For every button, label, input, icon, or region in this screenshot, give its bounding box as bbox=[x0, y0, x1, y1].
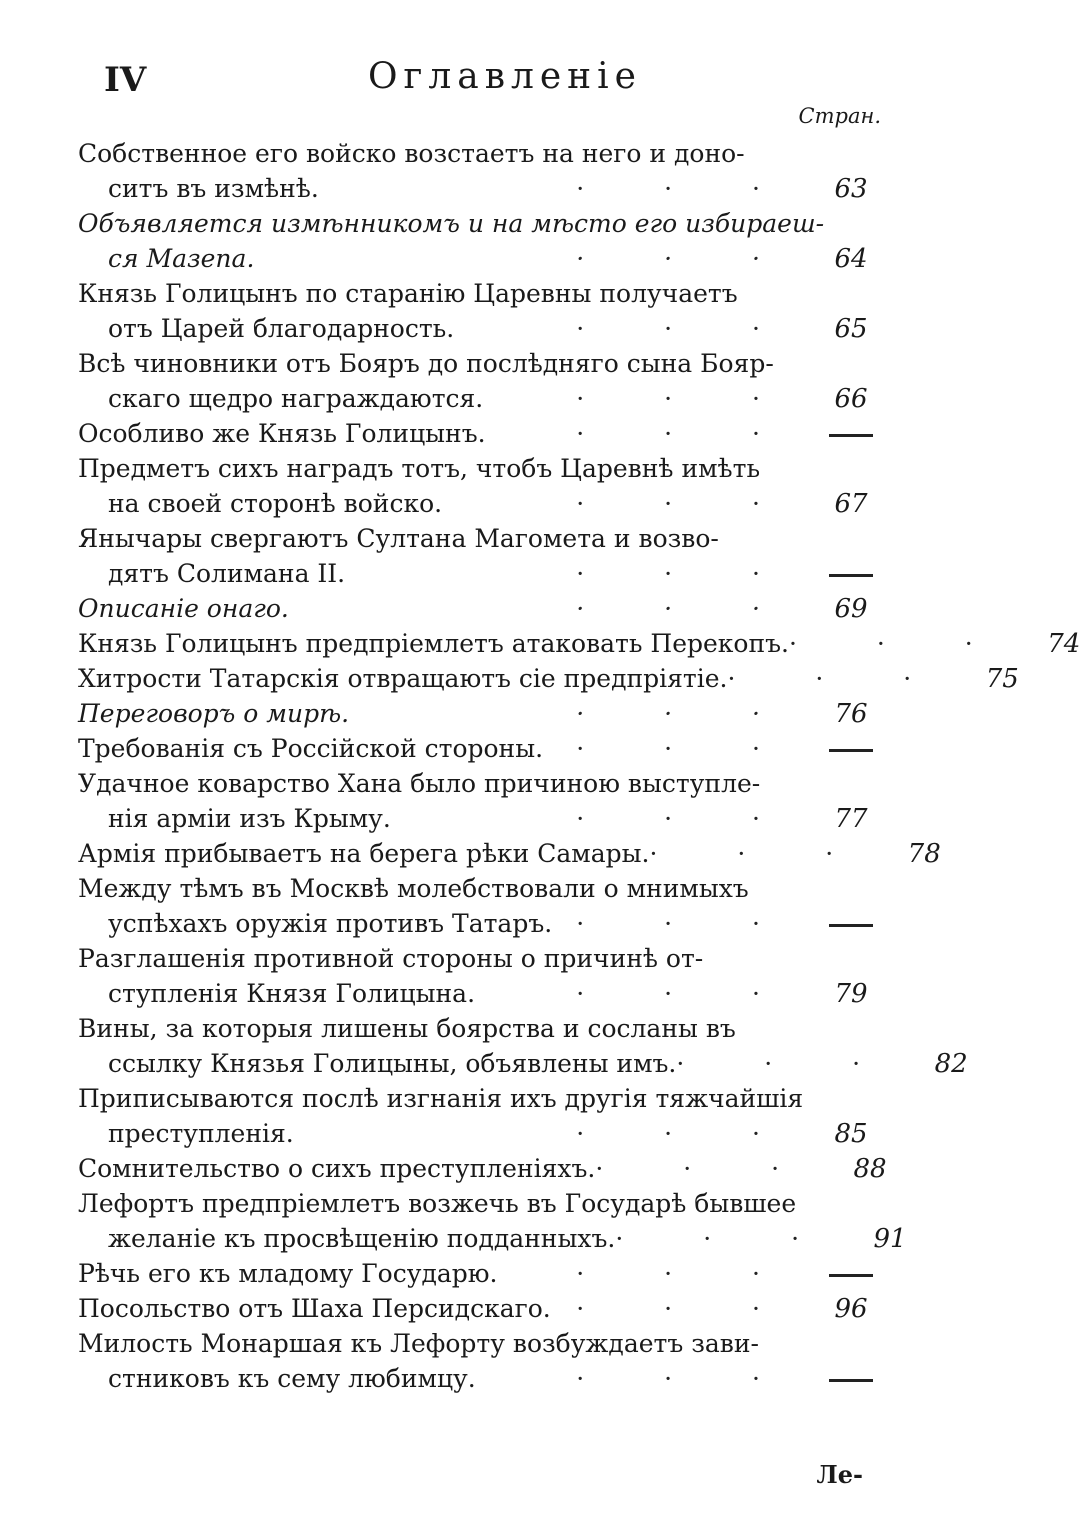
toc-entry-line bbox=[78, 521, 878, 556]
toc-entry-line bbox=[78, 451, 878, 486]
toc-entry bbox=[78, 1081, 878, 1151]
toc-entry-line bbox=[78, 416, 878, 451]
toc-entry-line bbox=[78, 276, 878, 311]
toc-page-number bbox=[824, 1362, 878, 1397]
page-column-label: Стран. bbox=[798, 104, 881, 128]
toc-entry-line bbox=[78, 1046, 968, 1081]
toc-page-number: 85 bbox=[834, 1119, 868, 1149]
toc-entry-line bbox=[78, 696, 878, 731]
toc-entry-line bbox=[78, 871, 878, 906]
dot-leader: · · · bbox=[576, 804, 796, 833]
toc-entry-text: Посольство отъ Шаха Персидскаго. bbox=[78, 1294, 551, 1323]
toc-page-number: 96 bbox=[834, 1294, 868, 1324]
toc-entry-text: преступленія. bbox=[108, 1119, 294, 1148]
toc-entry-text: Лефортъ предпріемлетъ возжечь въ Государѣ бывшее bbox=[78, 1189, 797, 1218]
toc-entry bbox=[78, 206, 878, 276]
toc-entry-line bbox=[78, 381, 878, 416]
table-of-contents bbox=[78, 136, 1081, 1396]
toc-entry bbox=[78, 416, 878, 451]
toc-entry bbox=[78, 1326, 878, 1396]
toc-entry-line bbox=[78, 346, 878, 381]
ditto-dash bbox=[829, 1379, 873, 1382]
toc-entry bbox=[78, 626, 1081, 661]
toc-page-number: 82 bbox=[934, 1049, 968, 1079]
toc-entry-text: Вины, за которыя лишены боярства и сосланы въ bbox=[78, 1014, 736, 1043]
toc-page-number: 88 bbox=[853, 1154, 887, 1184]
ditto-dash bbox=[829, 434, 873, 437]
dot-leader: · · · bbox=[576, 1259, 796, 1288]
toc-entry bbox=[78, 766, 878, 836]
dot-leader: · · · bbox=[576, 314, 796, 343]
dot-leader: · · · bbox=[576, 489, 796, 518]
toc-entry bbox=[78, 346, 878, 416]
toc-entry bbox=[78, 731, 878, 766]
toc-entry bbox=[78, 521, 878, 591]
toc-entry-text: отъ Царей благодарность. bbox=[108, 314, 455, 343]
toc-entry-text: Удачное коварство Хана было причиною выступле- bbox=[78, 769, 761, 798]
toc-entry-line bbox=[78, 731, 878, 766]
dot-leader: · · · bbox=[576, 419, 796, 448]
toc-page-number: 76 bbox=[834, 699, 868, 729]
toc-entry-text: на своей сторонѣ войско. bbox=[108, 489, 443, 518]
toc-entry-text: Князь Голицынъ по старанію Царевны получаетъ bbox=[78, 279, 738, 308]
toc-entry-line bbox=[78, 171, 878, 206]
dot-leader: · · · bbox=[576, 734, 796, 763]
toc-entry-text: успѣхахъ оружія противъ Татаръ. bbox=[108, 909, 553, 938]
ditto-dash bbox=[829, 574, 873, 577]
toc-entry bbox=[78, 1186, 907, 1256]
dot-leader: · · · bbox=[789, 629, 1009, 658]
toc-entry-text: Требованія съ Россійской стороны. bbox=[78, 734, 544, 763]
toc-entry-line bbox=[78, 311, 878, 346]
dot-leader: · · · bbox=[676, 1049, 897, 1078]
toc-entry-line bbox=[78, 1186, 878, 1221]
toc-entry-text: ступленія Князя Голицына. bbox=[108, 979, 476, 1008]
toc-page-number bbox=[824, 1257, 878, 1292]
toc-entry bbox=[78, 1151, 887, 1186]
dot-leader: · · · bbox=[576, 594, 796, 623]
toc-entry bbox=[78, 871, 878, 941]
toc-entry-line bbox=[78, 1291, 878, 1326]
toc-page-number: 64 bbox=[834, 244, 868, 274]
toc-entry-line bbox=[78, 941, 878, 976]
toc-entry-text: Описаніе онаго. bbox=[78, 594, 289, 623]
toc-entry-line bbox=[78, 836, 941, 871]
toc-entry-line bbox=[78, 976, 878, 1011]
toc-entry-line bbox=[78, 486, 878, 521]
toc-entry-text: Особливо же Князь Голицынъ. bbox=[78, 419, 486, 448]
toc-entry-text: желаніе къ просвѣщенію подданныхъ. bbox=[108, 1224, 616, 1253]
toc-entry-line bbox=[78, 801, 878, 836]
ditto-dash bbox=[829, 749, 873, 752]
dot-leader: · · · bbox=[576, 1364, 796, 1393]
dot-leader: · · · bbox=[576, 699, 796, 728]
toc-page-number: 67 bbox=[834, 489, 868, 519]
toc-entry-text: нія арміи изъ Крыму. bbox=[108, 804, 391, 833]
toc-entry-text: дятъ Солимана II. bbox=[108, 559, 346, 588]
dot-leader: · · · bbox=[576, 1294, 796, 1323]
dot-leader: · · · bbox=[576, 1119, 796, 1148]
toc-entry-text: скаго щедро награждаются. bbox=[108, 384, 484, 413]
toc-entry bbox=[78, 1256, 878, 1291]
toc-entry bbox=[78, 941, 878, 1011]
toc-page-number: 63 bbox=[834, 174, 868, 204]
dot-leader: · · · bbox=[576, 909, 796, 938]
toc-entry-line bbox=[78, 1151, 887, 1186]
dot-leader: · · · bbox=[595, 1154, 816, 1183]
dot-leader: · · · bbox=[576, 979, 796, 1008]
toc-page-number: 65 bbox=[834, 314, 868, 344]
dot-leader: · · · bbox=[576, 244, 796, 273]
toc-page-number: 74 bbox=[1047, 629, 1081, 659]
toc-entry-line bbox=[78, 241, 878, 276]
toc-entry bbox=[78, 696, 878, 731]
toc-entry bbox=[78, 591, 878, 626]
toc-entry-line bbox=[78, 1011, 878, 1046]
toc-page-number: 79 bbox=[834, 979, 868, 1009]
toc-entry-text: Армія прибываетъ на берега рѣки Самары. bbox=[78, 839, 650, 868]
toc-page-number: 66 bbox=[834, 384, 868, 414]
toc-entry-line bbox=[78, 1326, 878, 1361]
toc-entry-line bbox=[78, 1081, 878, 1116]
page-folio: IV bbox=[104, 60, 147, 100]
toc-page-number bbox=[824, 557, 878, 592]
toc-entry bbox=[78, 136, 878, 206]
toc-entry-line bbox=[78, 766, 878, 801]
catchword: Ле- bbox=[816, 1460, 863, 1489]
toc-entry-text: Рѣчь его къ младому Государю. bbox=[78, 1259, 498, 1288]
ditto-dash bbox=[829, 1274, 873, 1277]
toc-page-number bbox=[824, 417, 878, 452]
dot-leader: · · · bbox=[576, 559, 796, 588]
dot-leader: · · · bbox=[576, 384, 796, 413]
toc-entry-text: Милость Монаршая къ Лефорту возбуждаетъ зави- bbox=[78, 1329, 759, 1358]
toc-entry-text: Разглашенія противной стороны о причинѣ от- bbox=[78, 944, 704, 973]
toc-entry-line bbox=[78, 661, 1019, 696]
toc-page-number: 77 bbox=[834, 804, 868, 834]
dot-leader: · · · bbox=[576, 174, 796, 203]
toc-page-number: 91 bbox=[873, 1224, 907, 1254]
toc-entry-line bbox=[78, 206, 878, 241]
toc-entry bbox=[78, 1011, 968, 1081]
toc-page-number: 69 bbox=[834, 594, 868, 624]
toc-entry-text: ся Мазепа. bbox=[108, 244, 255, 273]
toc-entry-text: Приписываются послѣ изгнанія ихъ другія тяжчайшія bbox=[78, 1084, 804, 1113]
toc-entry bbox=[78, 1291, 878, 1326]
toc-entry-text: стниковъ къ сему любимцу. bbox=[108, 1364, 476, 1393]
toc-entry bbox=[78, 451, 878, 521]
toc-entry-text: Сомнительство о сихъ преступленіяхъ. bbox=[78, 1154, 596, 1183]
toc-entry bbox=[78, 276, 878, 346]
toc-entry-line bbox=[78, 1256, 878, 1291]
ditto-dash bbox=[829, 924, 873, 927]
toc-entry-text: Предметъ сихъ наградъ тотъ, чтобъ Царевнѣ имѣть bbox=[78, 454, 761, 483]
toc-entry-text: Хитрости Татарскія отвращаютъ сіе предпріятіе. bbox=[78, 664, 728, 693]
toc-entry-text: Князь Голицынъ предпріемлетъ атаковать Перекопъ. bbox=[78, 629, 789, 658]
toc-entry-text: ссылку Князья Голицыны, объявлены имъ. bbox=[108, 1049, 677, 1078]
toc-entry-line bbox=[78, 1361, 878, 1396]
page-title: Оглавленіе bbox=[368, 56, 642, 97]
toc-entry-line bbox=[78, 1116, 878, 1151]
toc-entry-text: Янычары свергаютъ Султана Магомета и возво- bbox=[78, 524, 719, 553]
dot-leader: · · · bbox=[727, 664, 948, 693]
toc-entry-text: Объявляется измѣнникомъ и на мѣсто его избираеш- bbox=[78, 209, 825, 238]
toc-entry-line bbox=[78, 556, 878, 591]
toc-page-number: 75 bbox=[985, 664, 1019, 694]
toc-entry-line bbox=[78, 591, 878, 626]
toc-entry-line bbox=[78, 906, 878, 941]
toc-entry-text: Переговоръ о мирѣ. bbox=[78, 699, 350, 728]
toc-page-number bbox=[824, 907, 878, 942]
toc-entry bbox=[78, 836, 941, 871]
toc-entry-line bbox=[78, 1221, 907, 1256]
toc-entry-text: Всѣ чиновники отъ Бояръ до послѣдняго сына Бояр- bbox=[78, 349, 774, 378]
toc-entry-line bbox=[78, 136, 878, 171]
toc-entry-line bbox=[78, 626, 1081, 661]
dot-leader: · · · bbox=[649, 839, 870, 868]
toc-entry-text: Собственное его войско возстаетъ на него и доно- bbox=[78, 139, 745, 168]
toc-page-number bbox=[824, 732, 878, 767]
toc-page-number: 78 bbox=[907, 839, 941, 869]
toc-entry bbox=[78, 661, 1019, 696]
dot-leader: · · · bbox=[615, 1224, 836, 1253]
toc-entry-text: Между тѣмъ въ Москвѣ молебствовали о мнимыхъ bbox=[78, 874, 749, 903]
toc-entry-text: ситъ въ измѣнѣ. bbox=[108, 174, 319, 203]
